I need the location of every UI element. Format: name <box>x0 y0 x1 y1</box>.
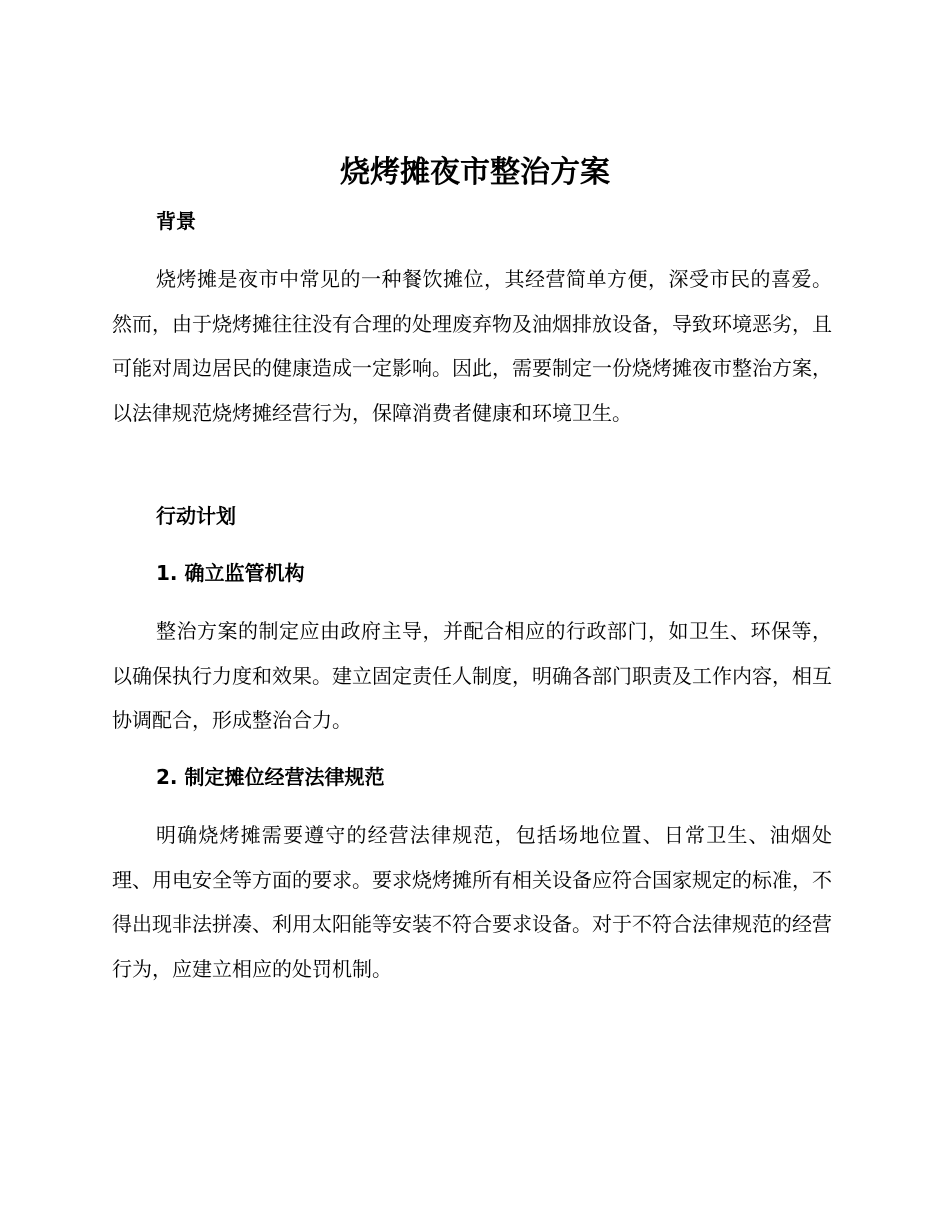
section-heading-regulator: 1. 确立监管机构 <box>156 561 305 585</box>
document-title: 烧烤摊夜市整治方案 <box>340 155 610 190</box>
section-heading-background: 背景 <box>156 209 196 233</box>
section-heading-action-plan: 行动计划 <box>156 504 236 528</box>
section-heading-regulations: 2. 制定摊位经营法律规范 <box>156 765 385 789</box>
section-body-regulations: 明确烧烤摊需要遵守的经营法律规范，包括场地位置、日常卫生、油烟处理、用电安全等方面的要求。要求烧烤摊所有相关设备应符合国家规定的标准，不得出现非法拼凑、利用太阳能等安装不符合要求设备。对于不符合法律规范的经营行为，应建立相应的处罚机制。 <box>112 823 832 981</box>
section-body-background: 烧烤摊是夜市中常见的一种餐饮摊位，其经营简单方便，深受市民的喜爱。然而，由于烧烤摊往往没有合理的处理废弃物及油烟排放设备，导致环境恶劣，且可能对周边居民的健康造成一定影响。因此，需要制定一份烧烤摊夜市整治方案，以法律规范烧烤摊经营行为，保障消费者健康和环境卫生。 <box>112 267 832 425</box>
section-body-regulator: 整治方案的制定应由政府主导，并配合相应的行政部门，如卫生、环保等，以确保执行力度和效果。建立固定责任人制度，明确各部门职责及工作内容，相互协调配合，形成整治合力。 <box>112 619 832 732</box>
